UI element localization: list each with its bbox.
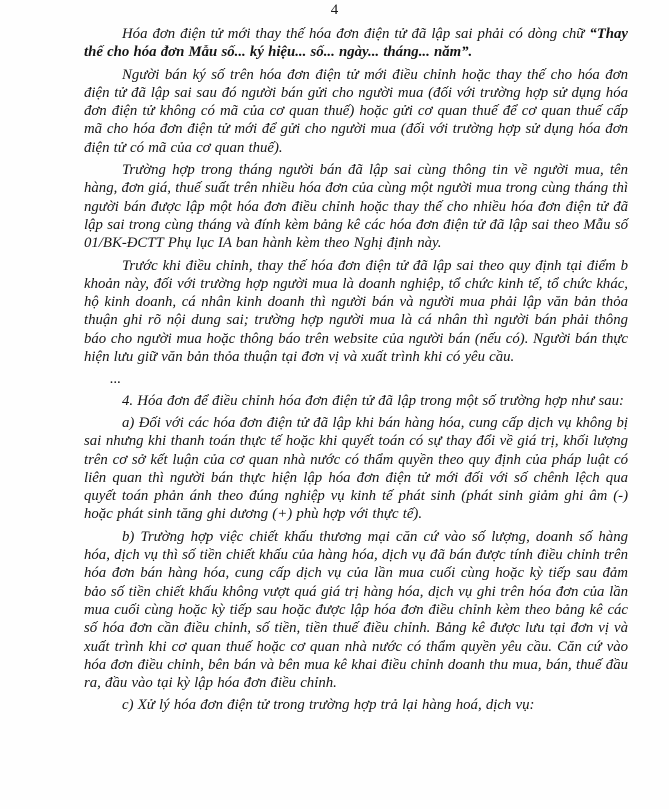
paragraph-point-c: c) Xử lý hóa đơn điện tử trong trường hợp trả lại hàng hoá, dịch vụ: <box>122 697 535 714</box>
paragraph-point-b: b) Trường hợp việc chiết khấu thương mại căn cứ vào số lượng, doanh số hàng hóa, dịch vụ thì số tiền chiết khấu của hàng hóa, dịch vụ đã bán được tính điều chỉnh trên hóa đơn bán hàng hóa, cung cấp dịch vụ của lần mua cuối cùng hoặc kỳ tiếp sau đảm bảo số tiền chiết khấu không vượt quá giá trị hàng hóa, dịch vụ ghi trên hóa đơn của lần mua cuối cùng hoặc kỳ tiếp sau hoặc được lập hóa đơn điều chỉnh kèm theo bảng kê các số hóa đơn cần điều chỉnh, số tiền, tiền thuế điều chỉnh. Bảng kê được lưu tại đơn vị và xuất trình khi cơ quan thuế hoặc cơ quan nhà nước có thẩm quyền yêu cầu. Căn cứ vào hóa đơn điều chỉnh, bên bán và bên mua kê khai điều chỉnh doanh thu mua, bán, thuế đầu ra, đầu vào tại kỳ lập hóa đơn điều chỉnh. <box>84 528 628 692</box>
page-number: 4 <box>330 2 339 18</box>
document-body <box>84 25 628 719</box>
paragraph-point-a: a) Đối với các hóa đơn điện tử đã lập khi bán hàng hóa, cung cấp dịch vụ không bị sai nhưng khi thanh toán thực tế hoặc khi quyết toán có sự thay đổi về giá trị, khối lượng trên cơ sở kết luận của cơ quan nhà nước có thẩm quyền theo quy định của pháp luật có liên quan thì người bán thực hiện lập hóa đơn điện tử mới đối với số chênh lệch qua quyết toán phản ánh theo đúng nghiệp vụ kinh tế phát sinh (phát sinh giảm ghi âm (-) hoặc phát sinh tăng ghi dương (+) phù hợp với thực tế). <box>84 414 628 523</box>
paragraph-before-adjustment: Trước khi điều chỉnh, thay thế hóa đơn điện tử đã lập sai theo quy định tại điểm b khoản này, đối với trường hợp người mua là doanh nghiệp, tổ chức kinh tế, tổ chức khác, hộ kinh doanh, cá nhân kinh doanh thì người bán và người mua phải lập văn bản thỏa thuận ghi rõ nội dung sai; trường hợp người mua là cá nhân thì người bán phải thông báo cho người mua hoặc thông báo trên website của người bán (nếu có). Người bán thực hiện lưu giữ văn bản thỏa thuận tại đơn vị và xuất trình khi có yêu cầu. <box>84 257 628 366</box>
paragraph-lead-text: Hóa đơn điện tử mới thay thế hóa đơn điện tử đã lập sai phải có dòng chữ <box>122 26 590 42</box>
paragraph-replacement-invoice <box>84 25 628 62</box>
paragraph-monthly-errors: Trường hợp trong tháng người bán đã lập sai cùng thông tin về người mua, tên hàng, đơn giá, thuế suất trên nhiều hóa đơn của cùng một người mua trong cùng tháng thì người bán được lập một hóa đơn điều chỉnh hoặc thay thế cho nhiều hóa đơn điện tử đã lập sai trong cùng tháng và đính kèm bảng kê các hóa đơn điện tử đã lập sai theo Mẫu số 01/BK-ĐCTT Phụ lục IA ban hành kèm theo Nghị định này. <box>84 162 629 252</box>
replacement-invoice-quote: “Thay thế cho hóa đơn Mẫu số... ký hiệu... số... ngày... tháng... năm”. <box>84 26 628 61</box>
paragraph-clause-4-heading: 4. Hóa đơn để điều chỉnh hóa đơn điện tử đã lập trong một số trường hợp như sau: <box>122 392 624 409</box>
paragraph-seller-signature: Người bán ký số trên hóa đơn điện tử mới điều chỉnh hoặc thay thế cho hóa đơn điện tử đã lập sai sau đó người bán gửi cho người mua (đối với trường hợp sử dụng hóa đơn điện tử không có mã của cơ quan thuế) hoặc gửi cơ quan thuế để cơ quan thuế cấp mã cho hóa đơn điện tử mới để gửi cho người mua (đối với trường hợp sử dụng hóa đơn điện tử có mã của cơ quan thuế). <box>84 66 628 156</box>
ellipsis-omitted-text: ... <box>110 371 122 388</box>
